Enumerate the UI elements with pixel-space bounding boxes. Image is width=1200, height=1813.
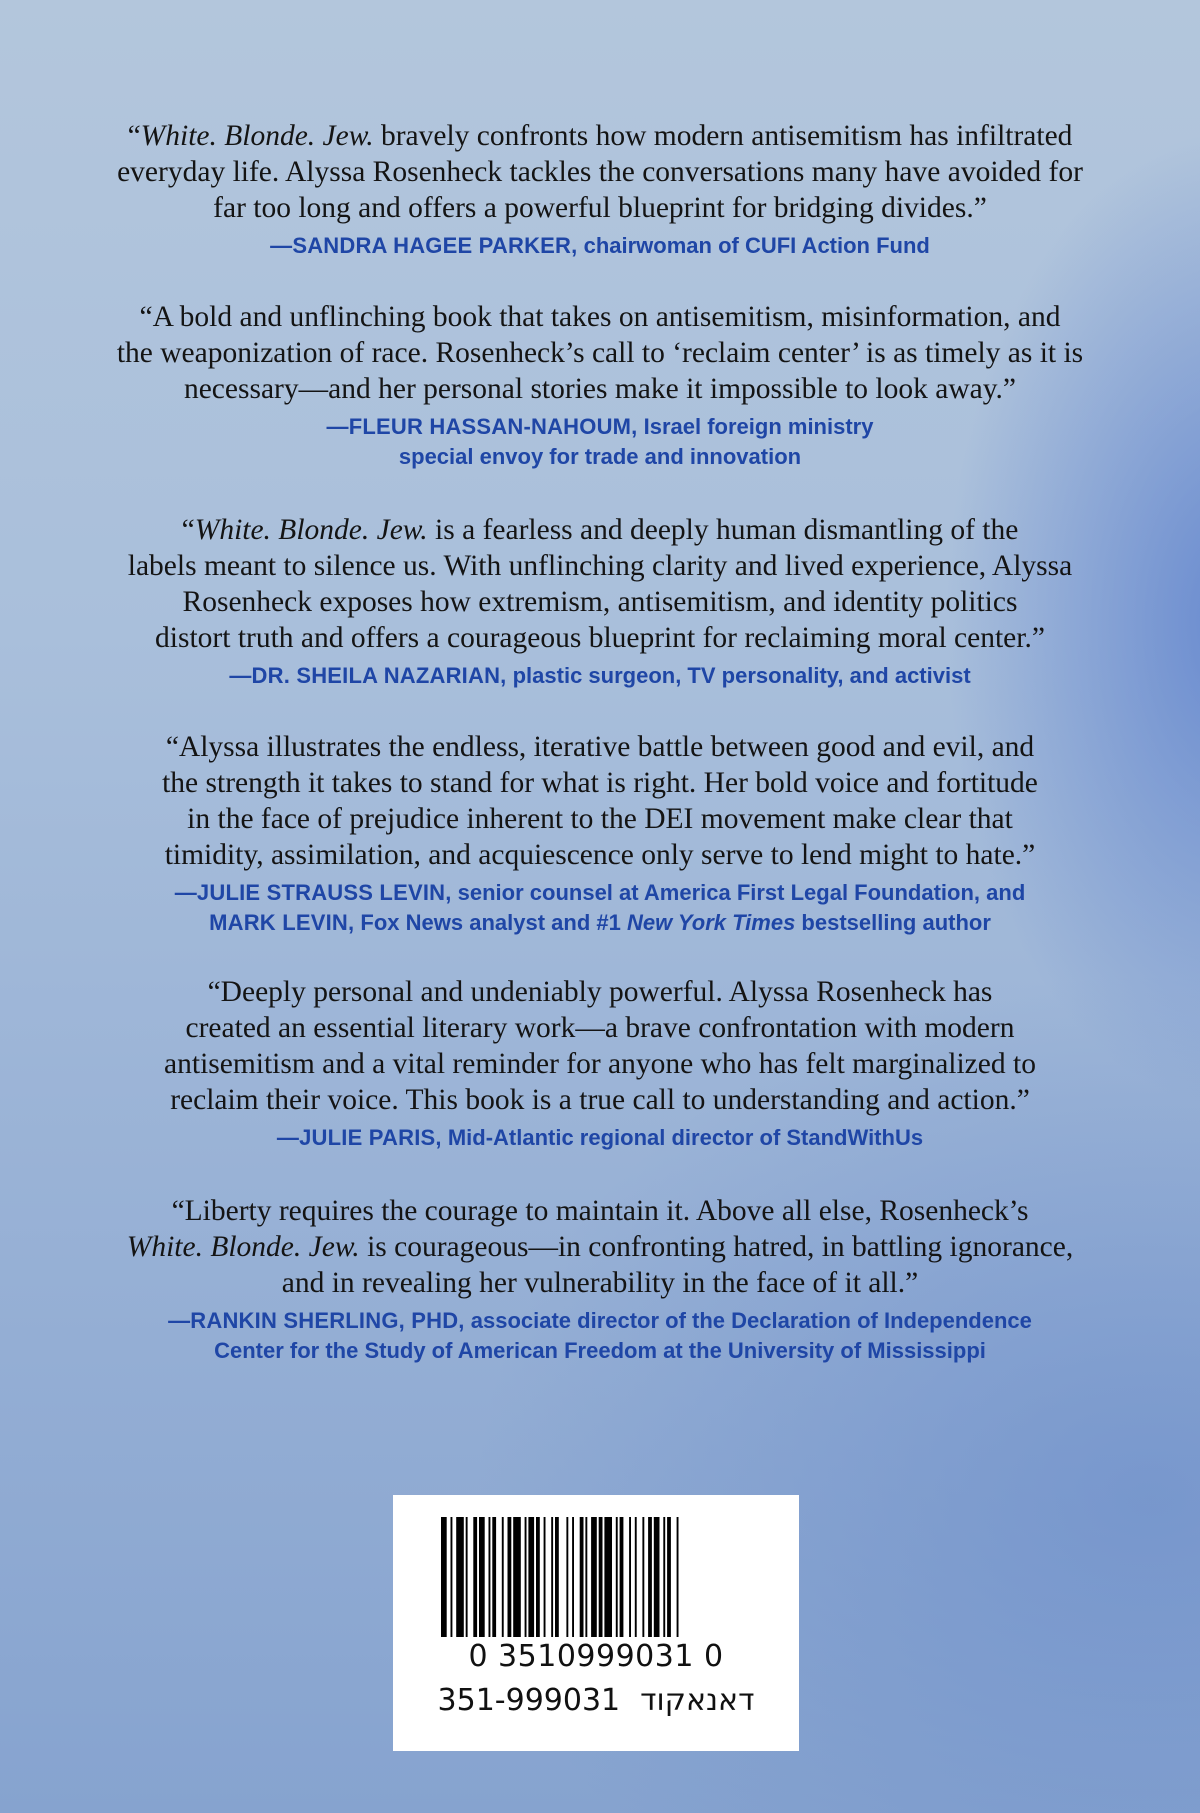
endorser-role: Israel foreign ministry	[637, 414, 874, 439]
endorser-role-continued: Center for the Study of American Freedom at the University of Mississippi	[214, 1338, 986, 1363]
barcode-bar	[451, 1517, 453, 1637]
endorsement-quote: “Deeply personal and undeniably powerful. Alyssa Rosenheck has created an essential literary work—a brave confrontation with modern antisemitism and a vital reminder for anyone who has felt marginalized to reclaim their voice. This book is a true call to understanding and action.”	[164, 976, 1036, 1116]
endorsement-3	[70, 512, 1130, 691]
endorsement-quote: “A bold and unflinching book that takes on antisemitism, misinformation, and the weaponization of race. Rosenheck’s call to ‘reclaim center’ is as timely as it is necessary—and her personal stories make it impossible to look away.”	[116, 301, 1084, 405]
barcode-bar	[677, 1517, 679, 1637]
endorser-role: Mid-Atlantic regional director of StandWithUs	[441, 1125, 924, 1150]
barcode-bar	[536, 1517, 540, 1637]
barcode-bar	[620, 1517, 624, 1637]
barcode-bar	[599, 1517, 603, 1637]
endorsement-6	[70, 1193, 1130, 1366]
barcode-label	[393, 1495, 799, 1751]
barcode-bar	[635, 1517, 637, 1637]
barcode-bar	[572, 1517, 574, 1637]
barcode-number: 0 3510999031 0	[468, 1639, 724, 1674]
barcode-bar	[629, 1517, 631, 1637]
barcode-bar	[591, 1517, 597, 1637]
barcode-bar	[508, 1517, 512, 1637]
endorsement-attribution	[70, 1306, 1130, 1366]
endorser-name: —DR. SHEILA NAZARIAN,	[229, 663, 507, 688]
barcode-bar	[551, 1517, 553, 1637]
barcode-bar	[654, 1517, 660, 1637]
endorser-name: —JULIE PARIS,	[276, 1125, 442, 1150]
endorser-name: —SANDRA HAGEE PARKER,	[270, 233, 578, 258]
endorsement-4	[70, 729, 1130, 938]
endorsement-quote: “White. Blonde. Jew. is a fearless and deeply human dismantling of the labels meant to silence us. With unflinching clarity and lived experience, Alyssa Rosenheck exposes how extremism, antisemitism, and identity politics distort truth and offers a courageous blueprint for reclaiming moral center.”	[127, 514, 1073, 654]
endorsement-2	[70, 299, 1130, 472]
endorsement-1	[70, 118, 1130, 261]
barcode-bar	[466, 1517, 468, 1637]
barcode-bar	[663, 1517, 665, 1637]
endorser-role-continued: special envoy for trade and innovation	[398, 444, 802, 469]
barcode-bar	[479, 1517, 485, 1637]
endorsement-5	[70, 974, 1130, 1153]
endorsement-quote: “Liberty requires the courage to maintain it. Above all else, Rosenheck’s White. Blonde. Jew. is courageous—in confronting hatred, in battling ignorance, and in revealing her vulnerability in the face of it all.”	[126, 1195, 1074, 1299]
barcode-bar	[580, 1517, 584, 1637]
endorser-name: —RANKIN SHERLING, PHD,	[168, 1308, 465, 1333]
endorsement-quote: “Alyssa illustrates the endless, iterative battle between good and evil, and the strength it takes to stand for what is right. Her bold voice and fortitude in the face of prejudice inherent to the DEI movement make clear that timidity, assimilation, and acquiescence only serve to lend might to hate.”	[162, 731, 1038, 871]
barcode-bar	[528, 1517, 534, 1637]
barcode-bar	[456, 1517, 464, 1637]
barcode-bar	[525, 1517, 527, 1637]
barcode-bar	[473, 1517, 477, 1637]
barcode-bar	[492, 1517, 496, 1637]
endorser-role: chairwoman of CUFI Action Fund	[577, 233, 930, 258]
endorser-role: senior counsel at America First Legal Foundation, and	[451, 880, 1026, 905]
book-title: White. Blonde. Jew.	[126, 1231, 360, 1263]
barcode-bar	[566, 1517, 568, 1637]
endorsement-attribution	[70, 661, 1130, 691]
endorser-role: plastic surgeon, TV personality, and activist	[506, 663, 971, 688]
barcode-bar	[604, 1517, 612, 1637]
barcode-bar	[489, 1517, 491, 1637]
barcode-code: 351-999031	[437, 1683, 621, 1718]
barcode-bar	[667, 1517, 671, 1637]
barcode-bar	[642, 1517, 644, 1637]
endorser-name-2: MARK LEVIN,	[209, 910, 355, 935]
endorsement-attribution	[70, 1123, 1130, 1153]
endorser-role-2: Fox News analyst and #1	[354, 910, 627, 935]
barcode-bar	[648, 1517, 652, 1637]
endorser-name: —FLEUR HASSAN-NAHOUM,	[326, 414, 638, 439]
barcode-bars	[441, 1517, 751, 1637]
barcode-caption	[393, 1683, 799, 1718]
barcode-hebrew-label: דאנאקוד	[640, 1683, 755, 1718]
barcode-bar	[441, 1517, 447, 1637]
barcode-bar	[616, 1517, 618, 1637]
endorsement-attribution: —JULIE STRAUSS LEVIN, senior counsel at America First Legal Foundation, and MARK LEVIN, Fox News analyst and #1 New York Times bestselling author	[174, 880, 1026, 935]
book-title: White. Blonde. Jew.	[140, 120, 374, 152]
endorsement-attribution	[70, 412, 1130, 472]
barcode-bar	[555, 1517, 559, 1637]
endorser-role: associate director of the Declaration of Independence	[464, 1308, 1032, 1333]
endorsement-attribution	[70, 231, 1130, 261]
barcode-bar	[585, 1517, 587, 1637]
barcode-bar	[502, 1517, 504, 1637]
endorsements	[70, 118, 1130, 1366]
endorsement-quote: “White. Blonde. Jew. bravely confronts how modern antisemitism has infiltrated everyday life. Alyssa Rosenheck tackles the conversations many have avoided for far too long and offers a powerful blueprint for bridging divides.”	[117, 120, 1083, 224]
barcode-bar	[513, 1517, 521, 1637]
publication-title: New York Times	[626, 910, 796, 935]
book-title: White. Blonde. Jew.	[194, 514, 428, 546]
endorser-name: —JULIE STRAUSS LEVIN,	[174, 880, 452, 905]
barcode-bar	[544, 1517, 546, 1637]
